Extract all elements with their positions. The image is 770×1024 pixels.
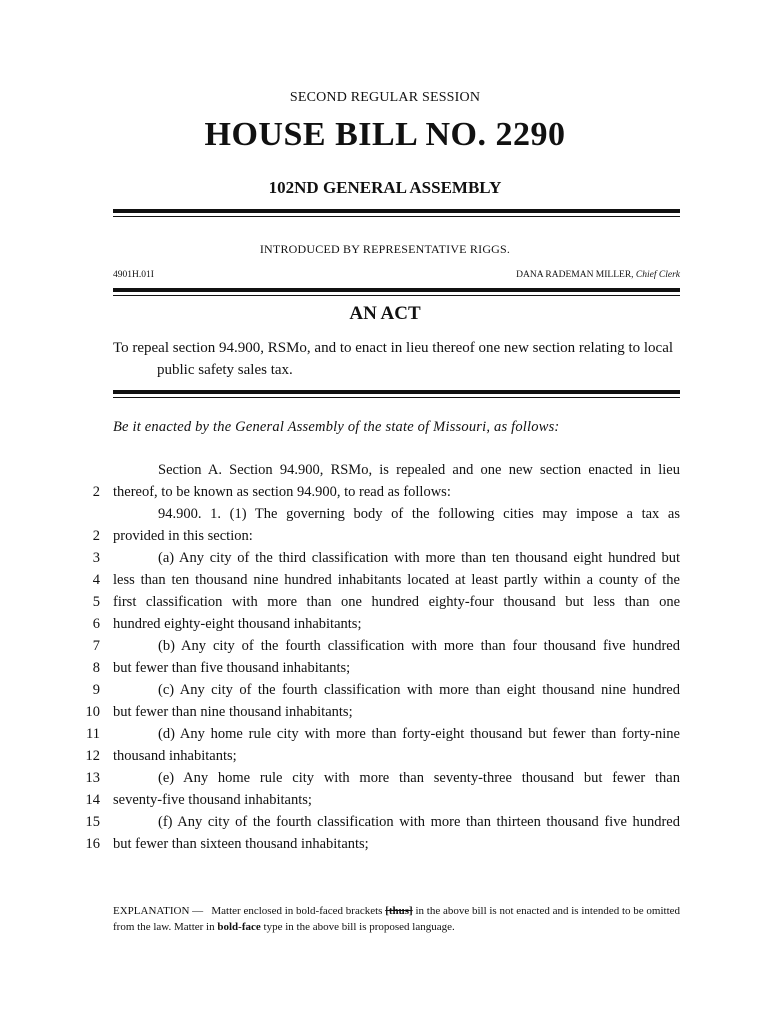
- lr-number: 4901H.01I: [113, 270, 154, 280]
- double-rule-bottom-thin: [113, 397, 680, 398]
- struck-example: [thus]: [385, 905, 413, 917]
- line-number: 11: [86, 726, 100, 742]
- chief-clerk: [516, 270, 680, 280]
- body-line: less than ten thousand nine hundred inhabitants located at least partly within a county of the: [113, 572, 680, 588]
- body-line: hundred eighty-eight thousand inhabitants;: [113, 616, 362, 632]
- body-line: (e) Any home rule city with more than seventy-three thousand but fewer than: [158, 770, 680, 786]
- body-line: but fewer than sixteen thousand inhabitants;: [113, 836, 369, 852]
- body-line: but fewer than five thousand inhabitants;: [113, 660, 351, 676]
- explanation-note: [113, 903, 680, 935]
- bill-title: [113, 337, 680, 381]
- double-rule-bottom: [113, 390, 680, 394]
- assembly-heading: 102ND GENERAL ASSEMBLY: [268, 178, 502, 197]
- line-number: 14: [85, 792, 100, 808]
- body-line: but fewer than nine thousand inhabitants;: [113, 704, 353, 720]
- explanation-part1: Matter enclosed in bold-faced brackets: [211, 905, 383, 917]
- body-line: thereof, to be known as section 94.900, to read as follows:: [113, 484, 451, 500]
- line-number: 15: [85, 814, 100, 830]
- body-line: first classification with more than one hundred eighty-four thousand but less than one: [113, 594, 680, 610]
- boldface-example: bold-face: [217, 921, 261, 933]
- body-line: (c) Any city of the fourth classification with more than eight thousand nine hundred: [158, 682, 680, 698]
- line-number: 12: [85, 748, 100, 764]
- double-rule-middle-thin: [113, 295, 680, 296]
- introduced-by: INTRODUCED BY REPRESENTATIVE RIGGS.: [259, 242, 511, 256]
- line-number: 2: [92, 484, 100, 500]
- double-rule-middle: [113, 288, 680, 292]
- explanation-lead: EXPLANATION —: [113, 905, 204, 917]
- enacting-clause: Be it enacted by the General Assembly of the state of Missouri, as follows:: [113, 419, 560, 435]
- body-line: thousand inhabitants;: [113, 748, 237, 764]
- line-number: 16: [85, 836, 100, 852]
- explanation-part2: in the above bill is not enacted and is intended to be omitted from the law. Matter in: [113, 905, 681, 933]
- body-line: (b) Any city of the fourth classification with more than four thousand five hundred: [158, 638, 680, 654]
- line-number: 3: [92, 550, 100, 566]
- double-rule-top: [113, 209, 680, 213]
- body-line: 94.900. 1. (1) The governing body of the following cities may impose a tax as: [158, 506, 680, 522]
- line-number: 7: [92, 638, 100, 654]
- body-line: seventy-five thousand inhabitants;: [113, 792, 312, 808]
- double-rule-top-thin: [113, 216, 680, 217]
- line-number: 9: [92, 682, 100, 698]
- clerk-name: DANA RADEMAN MILLER,: [516, 270, 634, 280]
- line-number: 5: [92, 594, 100, 610]
- bill-title-line-2: public safety sales tax.: [157, 362, 293, 378]
- line-number: 2: [92, 528, 100, 544]
- explanation-part3: type in the above bill is proposed language.: [263, 921, 455, 933]
- line-number: 4: [92, 572, 100, 588]
- body-line: (a) Any city of the third classification with more than ten thousand eight hundred but: [158, 550, 680, 566]
- body-line: (f) Any city of the fourth classification with more than thirteen thousand five hundred: [158, 814, 680, 830]
- clerk-title: Chief Clerk: [635, 270, 680, 280]
- body-line: Section A. Section 94.900, RSMo, is repealed and one new section enacted in lieu: [158, 462, 680, 478]
- bill-title-line-1: To repeal section 94.900, RSMo, and to enact in lieu thereof one new section relating to local: [113, 340, 674, 356]
- body-line: (d) Any home rule city with more than forty-eight thousand but fewer than forty-nine: [158, 726, 680, 742]
- line-number: 6: [92, 616, 100, 632]
- line-number: 8: [92, 660, 100, 676]
- line-number: 13: [85, 770, 100, 786]
- line-number: 10: [85, 704, 100, 720]
- session-heading: SECOND REGULAR SESSION: [289, 90, 481, 105]
- body-line: provided in this section:: [113, 528, 253, 544]
- bill-number: HOUSE BILL NO. 2290: [204, 116, 566, 153]
- an-act-heading: AN ACT: [349, 303, 421, 324]
